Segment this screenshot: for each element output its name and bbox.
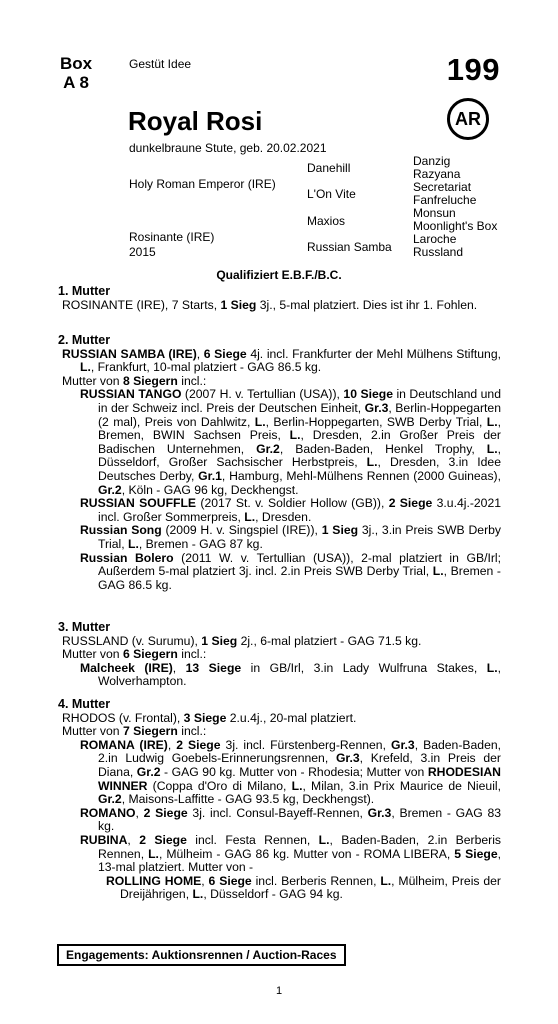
pedigree-sire-sire: Danehill xyxy=(307,161,351,175)
section-title: 4. Mutter xyxy=(58,697,111,711)
produce-entry: Malcheek (IRE), 13 Siege in GB/Irl, 3.in Lady Wulfruna Stakes, L., Wolverhampton. xyxy=(80,660,501,689)
pedigree-g3-list: Danzig Razyana Secretariat Fanfreluche Monsun Moonlight's Box Laroche Russland xyxy=(413,154,498,259)
dam-produce-intro: Mutter von 7 Siegern incl.: xyxy=(62,724,207,739)
page-number: 1 xyxy=(275,985,283,997)
qualification: Qualifiziert E.B.F./B.C. xyxy=(216,268,342,282)
dam-record: RUSSIAN SAMBA (IRE), 6 Siege 4j. incl. Frankfurter der Mehl Mülhens Stiftung, L., Frankfurt, 10-mal platziert - GAG 86.5 kg. xyxy=(62,346,501,375)
dam-produce-intro: Mutter von 8 Siegern incl.: xyxy=(62,373,207,388)
engagements-box: Engagements: Auktionsrennen / Auction-Races xyxy=(57,944,346,966)
produce-entry: ROMANA (IRE), 2 Siege 3j. incl. Fürstenberg-Rennen, Gr.3, Baden-Baden, 2.in Ludwig Goebels-Erinnerungsrennen, Gr.3, Krefeld, 3.in Preis der Diana, Gr.2 - GAG 90 kg. Mutter von - Rhodesia; Mutter von RHODESIAN WINNER (Coppa d'Oro di Milano, L., Milan, 3.in Prix Maurice de Nieuil, Gr.2, Maisons-Laffitte - GAG 93.5 kg, Deckhengst). xyxy=(80,737,502,807)
pedigree-dam-dam: Russian Samba xyxy=(307,240,392,254)
pedigree-sire: Holy Roman Emperor (IRE) xyxy=(129,177,276,191)
section-first-dam xyxy=(58,285,501,312)
dam-record: ROSINANTE (IRE), 7 Starts, 1 Sieg 3j., 5-mal platziert. Dies ist ihr 1. Fohlen. xyxy=(62,297,478,312)
lot-number: 199 xyxy=(446,52,500,87)
pedigree-sire-dam: L'On Vite xyxy=(307,187,356,201)
section-second-dam xyxy=(58,334,501,592)
box-label: Box A 8 xyxy=(59,54,93,92)
produce-entry: RUBINA, 2 Siege incl. Festa Rennen, L., Baden-Baden, 2.in Berberis Rennen, L., Mülheim - GAG 86 kg. Mutter von - ROMA LIBERA, 5 Siege, 13-mal platziert. Mutter von - xyxy=(80,832,501,875)
horse-description: dunkelbraune Stute, geb. 20.02.2021 xyxy=(129,141,327,155)
section-fourth-dam xyxy=(58,698,501,902)
pedigree-dam: Rosinante (IRE) xyxy=(129,230,215,244)
section-title: 2. Mutter xyxy=(58,333,111,347)
horse-name: Royal Rosi xyxy=(128,106,263,136)
dam-produce-intro: Mutter von 6 Siegern incl.: xyxy=(62,647,207,662)
produce-entry: Russian Bolero (2011 W. v. Tertullian (USA)), 2-mal platziert in GB/Irl; Außerdem 5-mal platziert 3j. incl. 2.in Preis SWB Derby Trial, L., Bremen - GAG 86.5 kg. xyxy=(80,550,501,592)
stud-name: Gestüt Idee xyxy=(129,57,192,71)
section-third-dam xyxy=(58,621,501,689)
produce-entry: RUSSIAN SOUFFLE (2017 St. v. Soldier Hollow (GB)), 2 Siege 3.u.4j.-2021 incl. Großer Sommerpreis, L., Dresden. xyxy=(80,496,502,524)
produce-entry: ROLLING HOME, 6 Siege incl. Berberis Rennen, L., Mülheim, Preis der Dreijährigen, L., Düsseldorf - GAG 94 kg. xyxy=(106,873,501,902)
produce-entry: RUSSIAN TANGO (2007 H. v. Tertullian (USA)), 10 Siege in Deutschland und in der Schweiz incl. Preis der Deutschen Einheit, Gr.3, Berlin-Hoppegarten (2 mal), Preis von Dahlwitz, L., Berlin-Hoppegarten, SWB Derby Trial, L., Bremen, BWIN Sachsen Preis, L., Dresden, 2.in Großer Preis der Badischen Unternehmen, Gr.2, Baden-Baden, Henkel Trophy, L., Düsseldorf, Großer Sachsischer Herbstpreis, L., Dresden, 3.in Idee Deutsches Derby, Gr.1, Hamburg, Mehl-Mülhens Rennen (2000 Guineas), Gr.2, Köln - GAG 96 kg, Deckhengst. xyxy=(80,387,501,497)
pedigree-dam-sire: Maxios xyxy=(307,214,346,228)
dam-record: RUSSLAND (v. Surumu), 1 Sieg 2j., 6-mal platziert - GAG 71.5 kg. xyxy=(62,633,422,648)
section-title: 1. Mutter xyxy=(58,284,111,298)
produce-entry: Russian Song (2009 H. v. Singspiel (IRE)), 1 Sieg 3j., 3.in Preis SWB Derby Trial, L., Bremen - GAG 87 kg. xyxy=(80,523,501,551)
pedigree-dam-year: 2015 xyxy=(129,245,156,259)
ar-badge: AR xyxy=(447,98,489,140)
produce-entry: ROMANO, 2 Siege 3j. incl. Consul-Bayeff-Rennen, Gr.3, Bremen - GAG 83 kg. xyxy=(80,805,501,834)
section-title: 3. Mutter xyxy=(58,620,111,634)
dam-record: RHODOS (v. Frontal), 3 Siege 2.u.4j., 20-mal platziert. xyxy=(62,710,357,725)
